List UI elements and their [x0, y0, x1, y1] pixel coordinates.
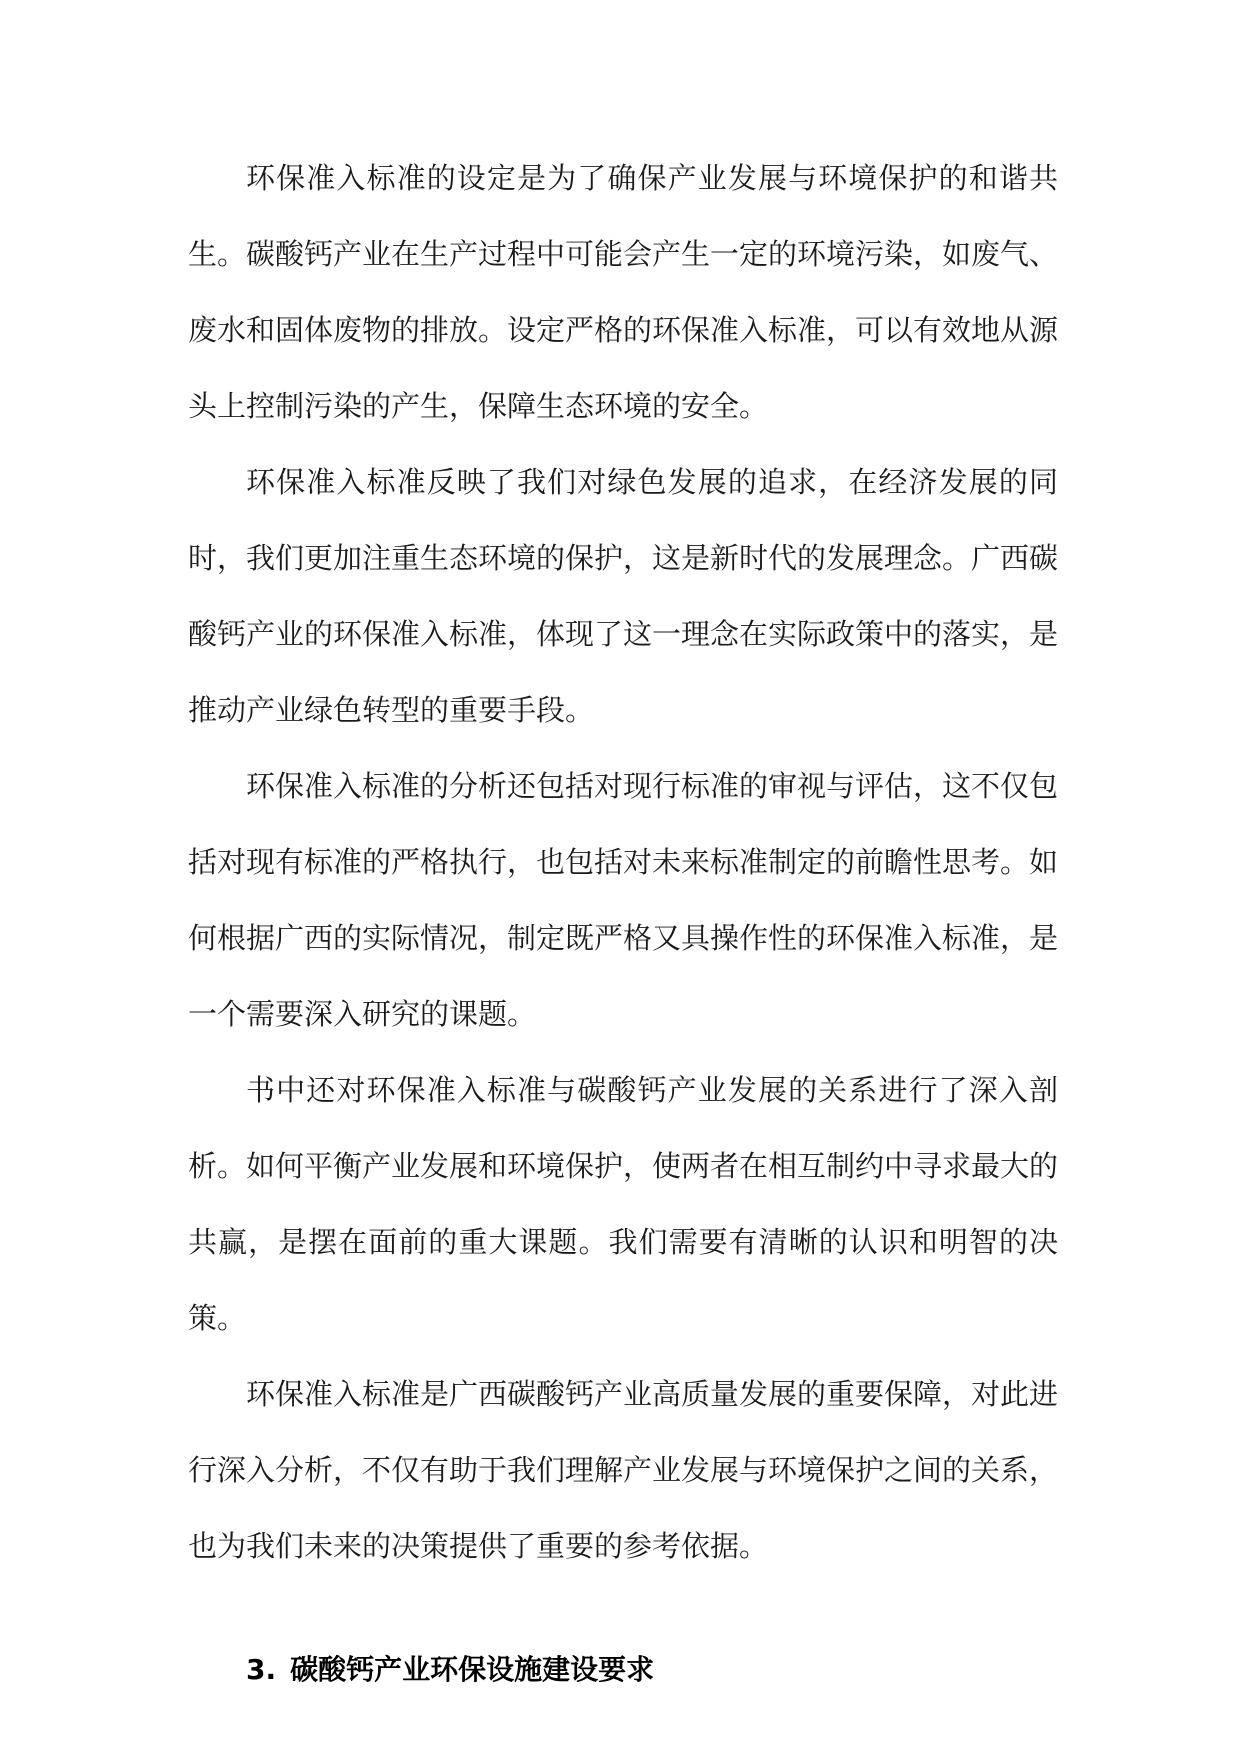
section-number: 3.: [246, 1653, 277, 1686]
section-title: 碳酸钙产业环保设施建设要求: [290, 1653, 655, 1686]
paragraph-2: 环保准入标准反映了我们对绿色发展的追求，在经济发展的同时，我们更加注重生态环境的保护，这是新时代的发展理念。广西碳酸钙产业的环保准入标准，体现了这一理念在实际政策中的落实，是推动产业绿色转型的重要手段。: [188, 465, 1059, 727]
paragraph-4: 书中还对环保准入标准与碳酸钙产业发展的关系进行了深入剖析。如何平衡产业发展和环境保护，使两者在相互制约中寻求最大的共赢，是摆在面前的重大课题。我们需要有清晰的认识和明智的决策。: [188, 1073, 1059, 1335]
paragraph-1: 环保准入标准的设定是为了确保产业发展与环境保护的和谐共生。碳酸钙产业在生产过程中可能会产生一定的环境污染，如废气、废水和固体废物的排放。设定严格的环保准入标准，可以有效地从源头上控制污染的产生，保障生态环境的安全。: [188, 161, 1059, 423]
paragraph-5: 环保准入标准是广西碳酸钙产业高质量发展的重要保障，对此进行深入分析，不仅有助于我们理解产业发展与环境保护之间的关系，也为我们未来的决策提供了重要的参考依据。: [188, 1377, 1059, 1563]
document-body: [188, 140, 1058, 1708]
section-heading: [188, 1632, 1058, 1708]
paragraph-3: 环保准入标准的分析还包括对现行标准的审视与评估，这不仅包括对现有标准的严格执行，也包括对未来标准制定的前瞻性思考。如何根据广西的实际情况，制定既严格又具操作性的环保准入标准，是一个需要深入研究的课题。: [188, 769, 1059, 1031]
